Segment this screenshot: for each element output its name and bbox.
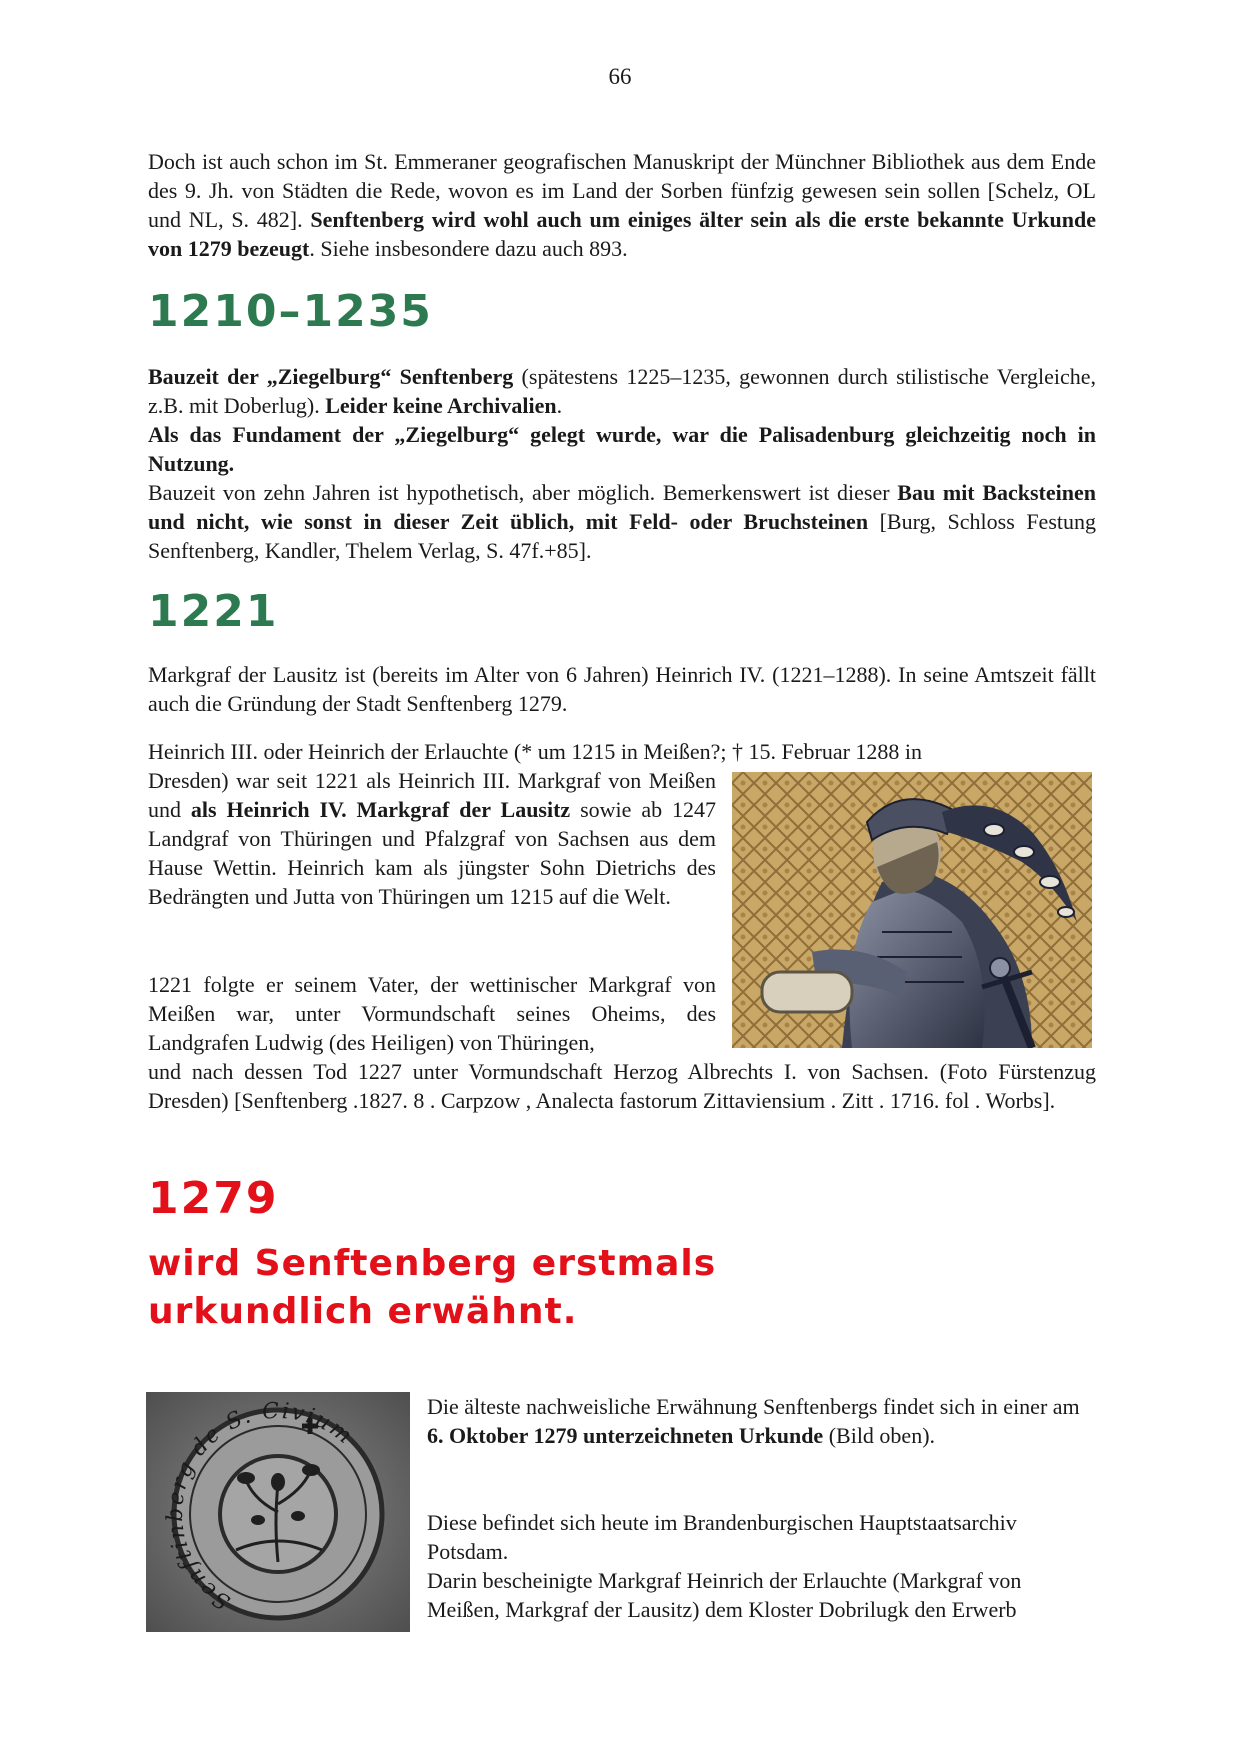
heading-1221: 1221 xyxy=(148,586,279,637)
seal-legend: Senftinberg de S. Civium xyxy=(163,1398,358,1615)
page-number: 66 xyxy=(608,64,632,89)
bauzeit-end: . xyxy=(556,393,563,418)
erwaehnung-title xyxy=(148,1240,716,1336)
erwaehnung-title-line1: wird Senftenberg erstmals xyxy=(148,1243,717,1284)
heinrich-text-end: sowie ab 1247 Landgraf von Thüringen und Pfalzgraf von Sachsen aus dem Hause Wettin. Heinrich kam als jüngster Sohn Dietrichs des Bedrängten und Jutta von Thüringen um 1215 auf die Welt. xyxy=(148,797,716,909)
backstein-text: Bauzeit von zehn Jahren ist hypothetisch, aber möglich. Bemerkenswert ist dieser xyxy=(148,480,898,505)
intro-text: Doch ist auch schon im St. Emmeraner geografischen Manuskript der Münchner Bibliothek aus dem Ende des 9. Jh. von Städten die Rede, wovon es im Land der Sorben fünfzig gewesen sein sollen [Schelz, OL und NL, S. 482]. xyxy=(148,149,1096,232)
urkunde-text: Die älteste nachweisliche Erwähnung Senftenbergs findet sich in einer am xyxy=(427,1394,1080,1419)
heinrich-bold: als Heinrich IV. Markgraf der Lausitz xyxy=(190,797,571,822)
heading-1210-1235: 1210–1235 xyxy=(148,286,433,337)
fundament-bold: Als das Fundament der „Ziegelburg“ gelegt wurde, war die Palisadenburg gleichzeitig noch in Nutzung. xyxy=(148,422,1096,476)
backstein-bold: Bau mit Backsteinen und nicht, wie sonst in dieser Zeit üblich, mit Feld- oder Bruchsteinen xyxy=(148,480,1096,534)
intro-text-end: . Siehe insbesondere dazu auch 893. xyxy=(309,236,628,261)
markgraf-paragraph: Markgraf der Lausitz ist (bereits im Alter von 6 Jahren) Heinrich IV. (1221–1288). In seine Amtszeit fällt auch die Gründung der Stadt Senftenberg 1279. xyxy=(148,662,1096,716)
bauzeit-paragraph xyxy=(148,362,1096,420)
dobrilugk-paragraph: Darin bescheinigte Markgraf Heinrich der Erlauchte (Markgraf von Meißen, Markgraf der Lausitz) dem Kloster Dobrilugk den Erwerb xyxy=(427,1568,1022,1622)
backstein-paragraph xyxy=(148,478,1096,565)
heinrich-paragraph xyxy=(148,766,716,911)
heinrich-text: Dresden) war seit 1221 als Heinrich III. Markgraf von Meißen und xyxy=(148,768,716,822)
fuerstenzug-portrait-image xyxy=(732,772,1092,1048)
seal-image xyxy=(146,1392,410,1632)
archivalien-bold: Leider keine Archivalien xyxy=(325,393,557,418)
vormundschaft-continued: und nach dessen Tod 1227 unter Vormundschaft Herzog Albrechts I. von Sachsen. (Foto Fürstenzug Dresden) [Senftenberg .1827. 8 . Carpzow , Analecta fastorum Zittaviensium . Zitt . 1716. fol . Worbs]. xyxy=(148,1059,1096,1113)
bauzeit-bold: Bauzeit der „Ziegelburg“ Senftenberg xyxy=(148,364,514,389)
heinrich-first-line: Heinrich III. oder Heinrich der Erlauchte (* um 1215 in Meißen?; † 15. Februar 1288 in xyxy=(148,739,923,764)
vormundschaft-paragraph: 1221 folgte er seinem Vater, der wettinischer Markgraf von Meißen war, unter Vormundschaft seines Oheims, des Landgrafen Ludwig (des Heiligen) von Thüringen, xyxy=(148,972,716,1055)
heading-1279: 1279 xyxy=(148,1173,279,1224)
fundament-paragraph xyxy=(148,420,1096,478)
backstein-source: [Burg, Schloss Festung Senftenberg, Kandler, Thelem Verlag, S. 47f.+85]. xyxy=(148,509,1096,563)
urkunde-text-end: (Bild oben). xyxy=(823,1423,936,1448)
intro-paragraph xyxy=(148,147,1096,263)
erwaehnung-title-line2: urkundlich erwähnt. xyxy=(148,1291,578,1332)
urkunde-paragraph xyxy=(427,1392,1096,1450)
urkunde-date-bold: 6. Oktober 1279 unterzeichneten Urkunde xyxy=(427,1423,824,1448)
archiv-paragraph: Diese befindet sich heute im Brandenburgischen Hauptstaatsarchiv Potsdam. xyxy=(427,1510,1017,1564)
intro-bold-text: Senftenberg wird wohl auch um einiges älter sein als die erste bekannte Urkunde von 1279 bezeugt xyxy=(148,207,1096,261)
bauzeit-text: (spätestens 1225–1235, gewonnen durch stilistische Vergleiche, z.B. mit Doberlug). xyxy=(148,364,1096,418)
